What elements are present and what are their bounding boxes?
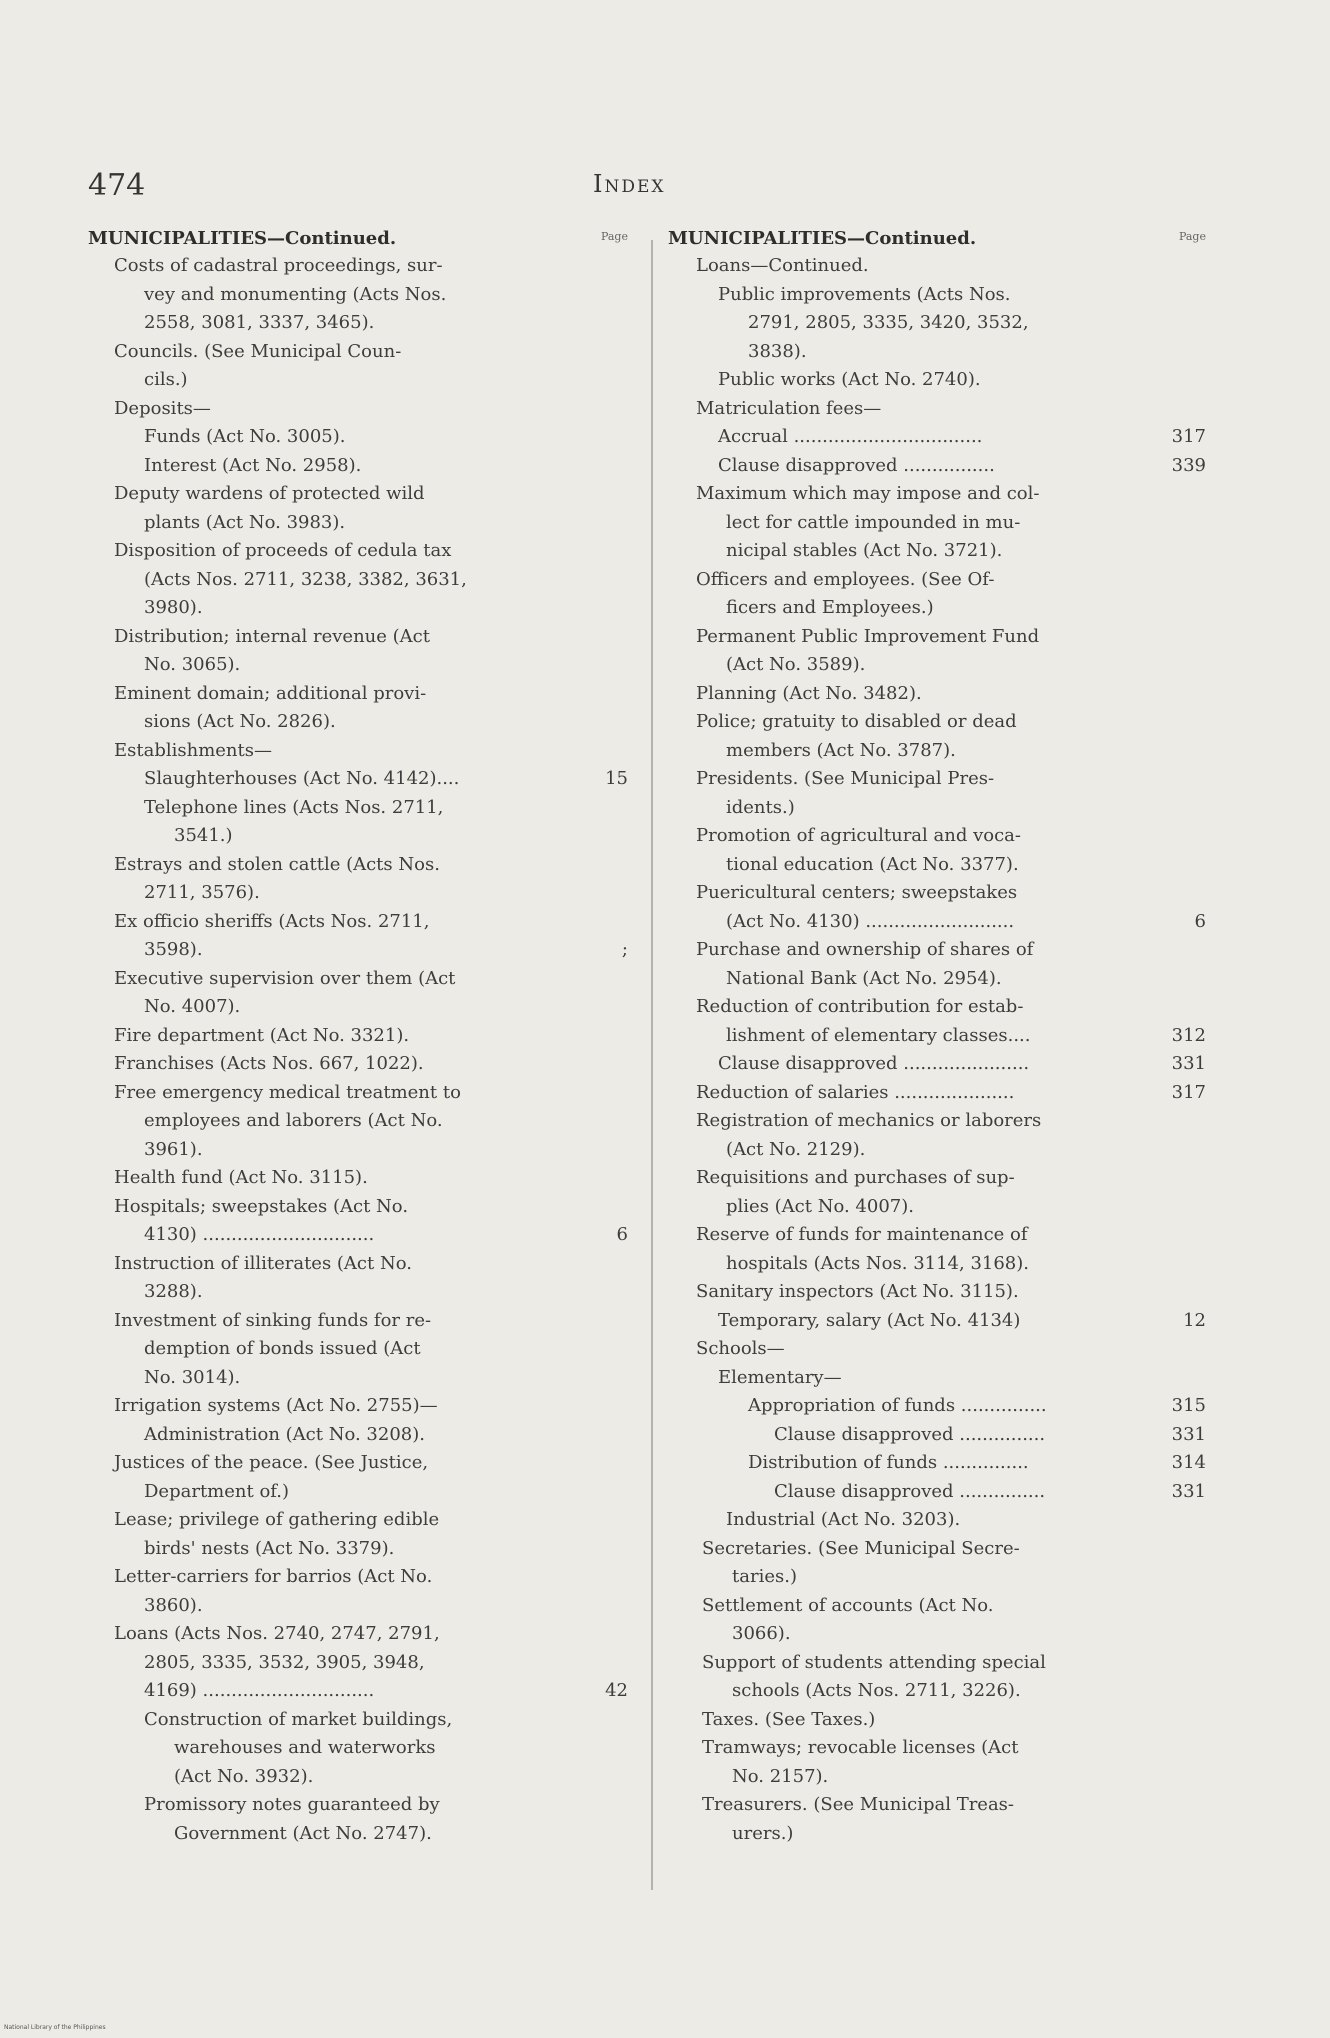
entry-text: 3980). (144, 597, 203, 618)
index-entry-line (88, 879, 628, 908)
entry-text: No. 3014). (144, 1366, 241, 1388)
index-entry-line (88, 338, 628, 367)
index-entry-line (88, 1250, 628, 1279)
index-entry-line (88, 309, 628, 338)
index-entry-line (666, 1079, 1206, 1108)
index-entry-line (88, 1592, 628, 1621)
entry-page-number: 12 (1183, 1309, 1206, 1331)
entry-text: cils.) (144, 369, 188, 390)
index-entry-line (666, 1335, 1206, 1364)
entry-text: Deposits— (114, 397, 211, 419)
index-entry-line (88, 822, 628, 851)
entry-page-number: 312 (1171, 1024, 1206, 1046)
entry-text: (Act No. 4130) .......................... (726, 910, 1015, 932)
index-entry-line (88, 1136, 628, 1165)
entry-text: Investment of sinking funds for re- (114, 1309, 432, 1331)
entry-text: Franchises (Acts Nos. 667, 1022). (114, 1053, 424, 1074)
index-entry-line (88, 1535, 628, 1564)
index-entry-line (88, 366, 628, 395)
index-entry-line (88, 566, 628, 595)
index-entry-line (666, 936, 1206, 965)
entry-page-number: 339 (1171, 454, 1206, 476)
entry-text: Loans (Acts Nos. 2740, 2747, 2791, (114, 1623, 440, 1644)
entry-text: Clause disapproved ............... (774, 1423, 1046, 1445)
entry-text: ficers and Employees.) (726, 597, 934, 618)
entry-text: tional education (Act No. 3377). (726, 853, 1019, 875)
entry-text: Settlement of accounts (Act No. (702, 1594, 994, 1616)
entry-text: lishment of elementary classes.... (726, 1024, 1031, 1046)
index-entry-line (88, 1335, 628, 1364)
entry-page-number: 6 (1194, 910, 1206, 932)
entry-page-number: 314 (1171, 1452, 1206, 1473)
left-index-entries (88, 252, 628, 1848)
index-entry-line (666, 1136, 1206, 1165)
index-entry-line (666, 1620, 1206, 1649)
entry-text: Secretaries. (See Municipal Secre- (702, 1537, 1020, 1559)
index-entry-line (666, 338, 1206, 367)
index-entry-line (666, 794, 1206, 823)
entry-text: plants (Act No. 3983). (144, 511, 346, 533)
entry-text: Executive supervision over them (Act (114, 967, 456, 989)
index-entry-line (88, 737, 628, 766)
entry-text: Temporary, salary (Act No. 4134) (718, 1309, 1021, 1331)
page-number: 474 (88, 168, 146, 203)
entry-page-number: 15 (605, 768, 628, 789)
index-entry-line (666, 1250, 1206, 1279)
index-entry-line (88, 1193, 628, 1222)
entry-text: Tramways; revocable licenses (Act (702, 1737, 1019, 1758)
index-entry-line (666, 1734, 1206, 1763)
index-entry-line (88, 908, 628, 937)
index-entry-line (88, 1364, 628, 1393)
entry-text: members (Act No. 3787). (726, 739, 956, 761)
entry-text: Taxes. (See Taxes.) (702, 1708, 876, 1730)
index-entry-line (88, 423, 628, 452)
index-entry-line (666, 1677, 1206, 1706)
entry-text: Reduction of contribution for estab- (696, 996, 1024, 1017)
entry-text: Promissory notes guaranteed by (144, 1794, 440, 1815)
entry-text: Estrays and stolen cattle (Acts Nos. (114, 853, 440, 875)
index-entry-line (666, 1449, 1206, 1478)
entry-text: Telephone lines (Acts Nos. 2711, (144, 796, 444, 818)
entry-text: nicipal stables (Act No. 3721). (726, 540, 1003, 561)
index-entry-line (666, 1221, 1206, 1250)
entry-text: Interest (Act No. 2958). (144, 454, 362, 476)
index-entry-line (666, 509, 1206, 538)
entry-text: Public works (Act No. 2740). (718, 369, 981, 390)
entry-text: 2805, 3335, 3532, 3905, 3948, (144, 1651, 425, 1673)
index-entry-line (666, 252, 1206, 281)
entry-text: Councils. (See Municipal Coun- (114, 340, 402, 362)
entry-page-number: 331 (1171, 1053, 1206, 1074)
index-entry-line (666, 1592, 1206, 1621)
entry-text: Eminent domain; additional provi- (114, 682, 427, 704)
index-entry-line (88, 1421, 628, 1450)
index-entry-line (88, 993, 628, 1022)
entry-text: Promotion of agricultural and voca- (696, 825, 1021, 846)
index-entry-line (88, 480, 628, 509)
entry-text: Matriculation fees— (696, 397, 882, 419)
entry-text: No. 4007). (144, 996, 241, 1017)
index-entry-line (666, 1763, 1206, 1792)
entry-text: No. 2157). (732, 1765, 829, 1787)
entry-page-number: 6 (616, 1224, 628, 1245)
entry-text: Maximum which may impose and col- (696, 483, 1040, 504)
entry-text: No. 3065). (144, 654, 241, 675)
entry-text: Reserve of funds for maintenance of (696, 1224, 1028, 1245)
index-entry-line (88, 395, 628, 424)
entry-page-number: 331 (1171, 1480, 1206, 1502)
entry-text: Schools— (696, 1338, 785, 1359)
entry-text: Ex officio sheriffs (Acts Nos. 2711, (114, 910, 430, 932)
left-page-label: Page (600, 230, 628, 243)
right-index-entries (666, 252, 1206, 1848)
index-entry-line (88, 1022, 628, 1051)
entry-text: Loans—Continued. (696, 255, 869, 276)
index-entry-line (88, 1221, 628, 1250)
entry-text: Treasurers. (See Municipal Treas- (702, 1794, 1015, 1815)
entry-text: 3066). (732, 1623, 791, 1644)
entry-text: Administration (Act No. 3208). (144, 1423, 425, 1445)
index-entry-line (666, 851, 1206, 880)
index-entry-line (88, 965, 628, 994)
entry-text: Puericultural centers; sweepstakes (696, 882, 1018, 903)
index-entry-line (88, 1563, 628, 1592)
index-entry-line (88, 794, 628, 823)
running-head: Index (593, 170, 666, 198)
entry-text: Sanitary inspectors (Act No. 3115). (696, 1281, 1019, 1302)
index-entry-line (88, 1449, 628, 1478)
entry-text: Registration of mechanics or laborers (696, 1110, 1042, 1131)
entry-text: Support of students attending special (702, 1651, 1046, 1673)
index-entry-line (666, 1050, 1206, 1079)
left-column-heading-row (88, 226, 628, 252)
entry-text: Government (Act No. 2747). (174, 1822, 432, 1844)
entry-text: Lease; privilege of gathering edible (114, 1509, 440, 1530)
index-entry-line (88, 1079, 628, 1108)
index-entry-line (666, 1535, 1206, 1564)
index-entry-line (88, 1278, 628, 1307)
index-entry-line (666, 1364, 1206, 1393)
index-entry-line (666, 1022, 1206, 1051)
index-entry-line (88, 765, 628, 794)
entry-text: warehouses and waterworks (174, 1737, 436, 1758)
entry-text: Industrial (Act No. 3203). (726, 1509, 961, 1530)
entry-text: 3860). (144, 1594, 203, 1616)
index-entry-line (88, 1734, 628, 1763)
index-entry-line (88, 1392, 628, 1421)
index-entry-line (88, 452, 628, 481)
index-entry-line (666, 822, 1206, 851)
index-entry-line (666, 993, 1206, 1022)
entry-page-number: 315 (1171, 1395, 1206, 1416)
index-entry-line (666, 537, 1206, 566)
entry-text: schools (Acts Nos. 2711, 3226). (732, 1680, 1021, 1701)
entry-text: (Acts Nos. 2711, 3238, 3382, 3631, (144, 568, 467, 590)
index-entry-line (88, 680, 628, 709)
entry-text: Distribution; internal revenue (Act (114, 625, 430, 647)
entry-text: 4130) .............................. (144, 1224, 375, 1245)
entry-text: Officers and employees. (See Of- (696, 568, 995, 590)
entry-text: Fire department (Act No. 3321). (114, 1024, 410, 1046)
entry-text: Accrual ................................. (718, 426, 983, 447)
entry-text: 3838). (748, 340, 807, 362)
entry-text: idents.) (726, 796, 795, 818)
entry-page-number: 317 (1171, 426, 1206, 447)
index-entry-line (666, 1820, 1206, 1849)
index-entry-line (666, 1706, 1206, 1735)
entry-text: Appropriation of funds ............... (748, 1395, 1047, 1416)
entry-text: Clause disapproved ................ (718, 454, 995, 476)
index-entry-line (88, 623, 628, 652)
entry-text: Distribution of funds ............... (748, 1452, 1029, 1473)
index-entry-line (88, 1620, 628, 1649)
entry-text: Irrigation systems (Act No. 2755)— (114, 1395, 438, 1416)
entry-text: 3541.) (174, 825, 233, 846)
index-entry-line (666, 366, 1206, 395)
entry-page-number: 331 (1171, 1423, 1206, 1445)
entry-text: hospitals (Acts Nos. 3114, 3168). (726, 1252, 1029, 1274)
index-entry-line (88, 1763, 628, 1792)
index-entry-line (666, 423, 1206, 452)
right-column (666, 226, 1206, 1848)
entry-page-number: 317 (1171, 1081, 1206, 1103)
index-entry-line (88, 509, 628, 538)
entry-text: plies (Act No. 4007). (726, 1195, 914, 1217)
entry-page-number: ; (621, 939, 628, 960)
entry-text: Justices of the peace. (See Justice, (114, 1452, 429, 1473)
entry-text: Planning (Act No. 3482). (696, 682, 922, 704)
entry-text: Deputy wardens of protected wild (114, 483, 425, 504)
entry-text: Purchase and ownership of shares of (696, 939, 1034, 960)
index-entry-line (88, 851, 628, 880)
index-entry-line (666, 708, 1206, 737)
right-page-label: Page (1178, 230, 1206, 243)
entry-text: Letter-carriers for barrios (Act No. (114, 1566, 433, 1587)
index-entry-line (666, 879, 1206, 908)
index-entry-line (666, 1193, 1206, 1222)
index-entry-line (666, 594, 1206, 623)
entry-text: Permanent Public Improvement Fund (696, 625, 1040, 647)
entry-text: 3961). (144, 1138, 203, 1160)
index-entry-line (88, 537, 628, 566)
entry-text: (Act No. 3932). (174, 1765, 314, 1787)
index-entry-line (88, 1820, 628, 1849)
footer-credit: National Library of the Philippines (4, 2024, 106, 2031)
entry-text: urers.) (732, 1822, 794, 1844)
index-entry-line (666, 1791, 1206, 1820)
index-entry-line (88, 1164, 628, 1193)
index-entry-line (88, 651, 628, 680)
index-entry-line (666, 765, 1206, 794)
index-entry-line (88, 1307, 628, 1336)
index-entry-line (666, 623, 1206, 652)
index-entry-line (88, 1706, 628, 1735)
entry-text: sions (Act No. 2826). (144, 711, 336, 732)
entry-text: Clause disapproved ............... (774, 1480, 1046, 1502)
index-entry-line (666, 395, 1206, 424)
index-entry-line (88, 1107, 628, 1136)
right-column-heading-row (666, 226, 1206, 252)
entry-page-number: 42 (605, 1680, 628, 1701)
entry-text: (Act No. 2129). (726, 1138, 866, 1160)
entry-text: 3288). (144, 1281, 203, 1302)
right-column-heading: MUNICIPALITIES—Continued. (668, 228, 977, 249)
entry-text: demption of bonds issued (Act (144, 1338, 421, 1359)
index-entry-line (666, 566, 1206, 595)
index-entry-line (88, 1050, 628, 1079)
entry-text: Public improvements (Acts Nos. (718, 283, 1011, 305)
entry-text: 2791, 2805, 3335, 3420, 3532, (748, 312, 1029, 333)
entry-text: Establishments— (114, 739, 272, 761)
index-entry-line (666, 1107, 1206, 1136)
index-entry-line (666, 680, 1206, 709)
entry-text: 3598). (144, 939, 203, 960)
index-entry-line (88, 1506, 628, 1535)
index-entry-line (88, 594, 628, 623)
entry-text: Instruction of illiterates (Act No. (114, 1252, 412, 1274)
entry-text: (Act No. 3589). (726, 654, 866, 675)
index-entry-line (88, 1677, 628, 1706)
index-entry-line (666, 1563, 1206, 1592)
entry-text: 2711, 3576). (144, 882, 260, 903)
index-entry-line (666, 965, 1206, 994)
index-entry-line (88, 1478, 628, 1507)
index-entry-line (666, 651, 1206, 680)
entry-text: Clause disapproved ...................... (718, 1053, 1030, 1074)
index-entry-line (666, 281, 1206, 310)
index-entry-line (666, 1278, 1206, 1307)
entry-text: Free emergency medical treatment to (114, 1081, 461, 1103)
entry-text: Construction of market buildings, (144, 1708, 453, 1730)
entry-text: employees and laborers (Act No. (144, 1110, 443, 1131)
index-entry-line (88, 936, 628, 965)
column-divider (651, 240, 653, 1890)
index-entry-line (666, 480, 1206, 509)
entry-text: Department of.) (144, 1480, 290, 1502)
index-entry-line (88, 708, 628, 737)
entry-text: Reduction of salaries ..................... (696, 1081, 1015, 1103)
index-entry-line (88, 281, 628, 310)
entry-text: Hospitals; sweepstakes (Act No. (114, 1195, 409, 1217)
entry-text: 2558, 3081, 3337, 3465). (144, 312, 375, 333)
index-entry-line (666, 1307, 1206, 1336)
entry-text: Elementary— (718, 1366, 842, 1388)
index-entry-line (666, 1478, 1206, 1507)
index-entry-line (88, 1791, 628, 1820)
entry-text: Slaughterhouses (Act No. 4142).... (144, 768, 460, 789)
entry-text: Disposition of proceeds of cedula tax (114, 540, 452, 561)
entry-text: Funds (Act No. 3005). (144, 426, 346, 447)
index-entry-line (666, 1164, 1206, 1193)
index-entry-line (666, 908, 1206, 937)
index-entry-line (666, 452, 1206, 481)
left-column (88, 226, 628, 1848)
entry-text: Costs of cadastral proceedings, sur- (114, 255, 443, 276)
index-entry-line (666, 309, 1206, 338)
entry-text: Police; gratuity to disabled or dead (696, 711, 1017, 732)
index-entry-line (88, 252, 628, 281)
entry-text: birds' nests (Act No. 3379). (144, 1537, 395, 1559)
entry-text: taries.) (732, 1566, 797, 1587)
left-column-heading: MUNICIPALITIES—Continued. (88, 228, 397, 249)
index-entry-line (666, 1506, 1206, 1535)
index-entry-line (666, 737, 1206, 766)
entry-text: 4169) .............................. (144, 1680, 375, 1701)
entry-text: vey and monumenting (Acts Nos. (144, 283, 447, 305)
index-entry-line (88, 1649, 628, 1678)
index-entry-line (666, 1649, 1206, 1678)
index-entry-line (666, 1392, 1206, 1421)
entry-text: Presidents. (See Municipal Pres- (696, 768, 995, 789)
entry-text: National Bank (Act No. 2954). (726, 967, 1002, 989)
entry-text: Requisitions and purchases of sup- (696, 1167, 1015, 1188)
index-entry-line (666, 1421, 1206, 1450)
entry-text: lect for cattle impounded in mu- (726, 511, 1021, 533)
entry-text: Health fund (Act No. 3115). (114, 1167, 368, 1188)
